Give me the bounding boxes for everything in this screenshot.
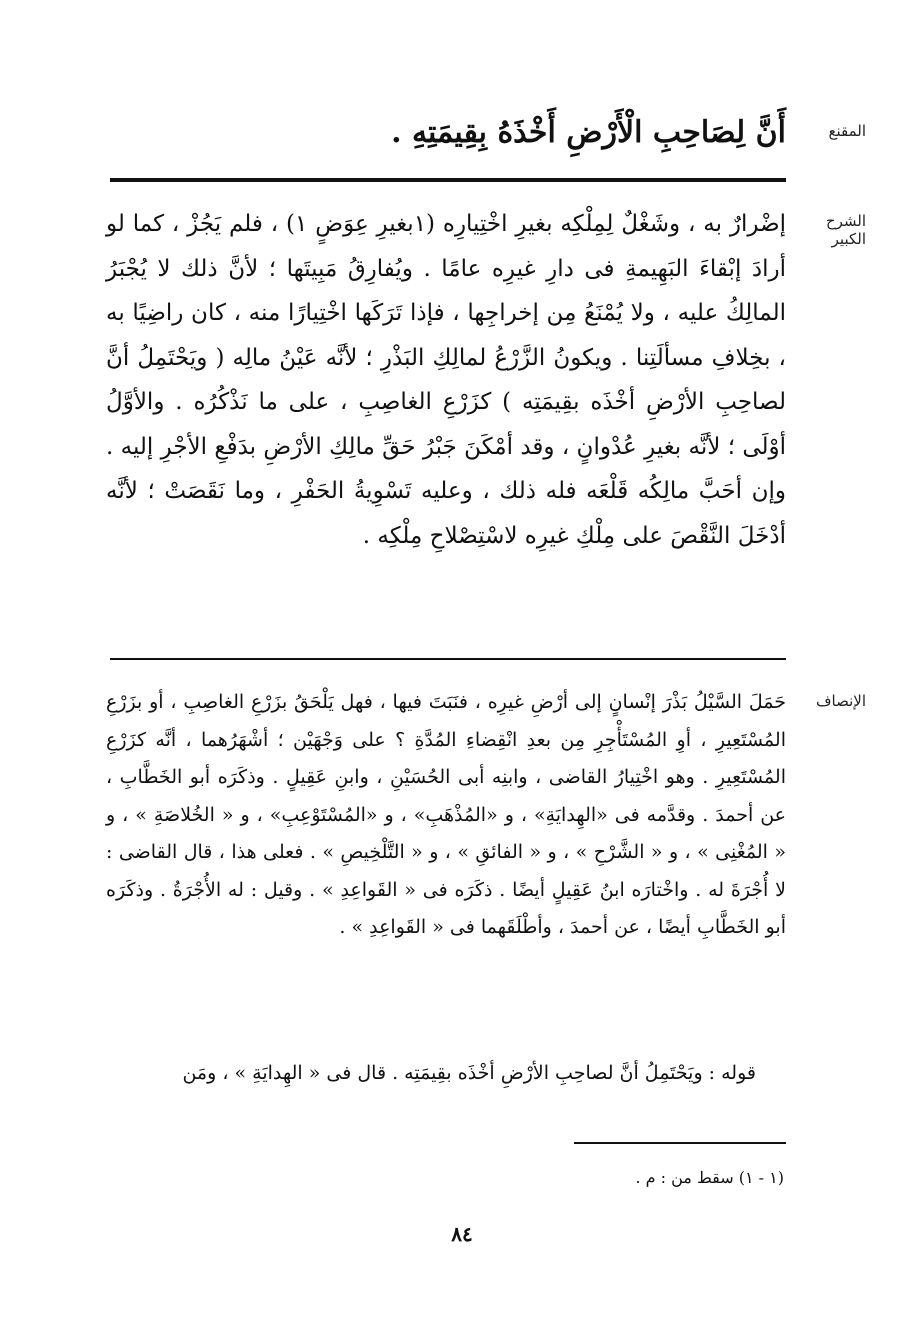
- section-divider-thick: [110, 178, 786, 182]
- qawluh-paragraph: قوله : ويَحْتَمِلُ أنَّ لصاحِبِ الأرْضِ أخْذَه بقِيمَتِه . قال فى « الهِدايَةِ » ، ومَن: [182, 1062, 756, 1084]
- section-divider-thin: [110, 658, 786, 660]
- insaf-text: حَمَلَ السَّيْلُ بَذْرَ إنْسانٍ إلى أرْضِ غيرِه ، فنَبَتَ فيها ، فهل يَلْحَقُ بزَرْعِ الغاصِبِ ، أو بزَرْعِ المُسْتَعِيرِ ، أوِ المُسْتَأْجِرِ مِن بعدِ انْقِضاءِ المُدَّةِ ؟ على وَجْهَيْن ؛ أشْهَرُهما ، أنَّه كزَرْعِ المُسْتَعِيرِ . وهو اخْتِيارُ القاضى ، وابنِه أبى الحُسَيْنِ ، وابنِ عَقِيلٍ . وذكَرَه أبو الخَطَّابِ ، عن أحمدَ . وقدَّمه فى «الهِدايَةِ» ، و «المُذْهَبِ» ، و «المُسْتَوْعِبِ» ، و « الخُلاصَةِ » ، و « المُغْنِى » ، و « الشَّرْحِ » ، و « الفائقِ » ، و « التَّلْخِيصِ » . فعلى هذا ، قال القاضى : لا أُجْرَةَ له . واخْتارَه ابنُ عَقِيلٍ أيضًا . ذكَرَه فى « القَواعِدِ » . وقيل : له الأُجْرَةُ . وذكَرَه أبو الخَطَّابِ أيضًا ، عن أحمدَ ، وأطْلَقَهما فى « القَواعِدِ » .: [106, 691, 787, 938]
- footnote-divider: [574, 1142, 786, 1144]
- footnote: (١ - ١) سقط من : م .: [635, 1168, 784, 1187]
- muqni-label: المقنع: [828, 122, 866, 140]
- muqni-text: أَنَّ لِصَاحِبِ الْأَرْضِ أَخْذَهُ بِقِيمَتِهِ .: [391, 115, 786, 150]
- sharh-text: إضْرارٌ به ، وشَغْلٌ لِمِلْكِه بغيرِ اخْتِيارِه (١بغيرِ عِوَضٍ ١) ، فلم يَجُزْ ، كما لو أرادَ إبْقاءَ البَهِيمةِ فى دارِ غيرِه عامًا . ويُفارِقُ مَبِيتَها ؛ لأنَّ ذلك لا يُجْبَرُ المالِكُ عليه ، ولا يُمْنَعُ مِن إخراجِها ، فإذا تَرَكَها اخْتِيارًا منه ، كان راضِيًا به ، بخِلافِ مسألَتِنا . ويكونُ الزَّرْعُ لمالِكِ البَذْرِ ؛ لأنَّه عَيْنُ مالِه ( ويَحْتَمِلُ أنَّ لصاحِبِ الأرْضِ أخْذَه بقِيمَتِه ) كزَرْعِ الغاصِبِ ، على ما نَذْكُرُه . والأوَّلُ أوْلَى ؛ لأنَّه بغيرِ عُدْوانٍ ، وقد أمْكَنَ جَبْرُ حَقِّ مالِكِ الأرْضِ بدَفْعِ الأجْرِ إليه . وإن أحَبَّ مالِكُه قَلْعَه فله ذلك ، وعليه تَسْوِيةُ الحَفْرِ ، وما نَقَصَتْ ؛ لأنَّه أدْخَلَ النَّقْصَ على مِلْكِ غيرِه لاسْتِصْلاحِ مِلْكِه .: [106, 211, 786, 549]
- insaf-label: الإنصاف: [815, 692, 866, 710]
- page-number: ٨٤: [451, 1222, 473, 1246]
- sharh-label: الشرح الكبير: [825, 212, 866, 248]
